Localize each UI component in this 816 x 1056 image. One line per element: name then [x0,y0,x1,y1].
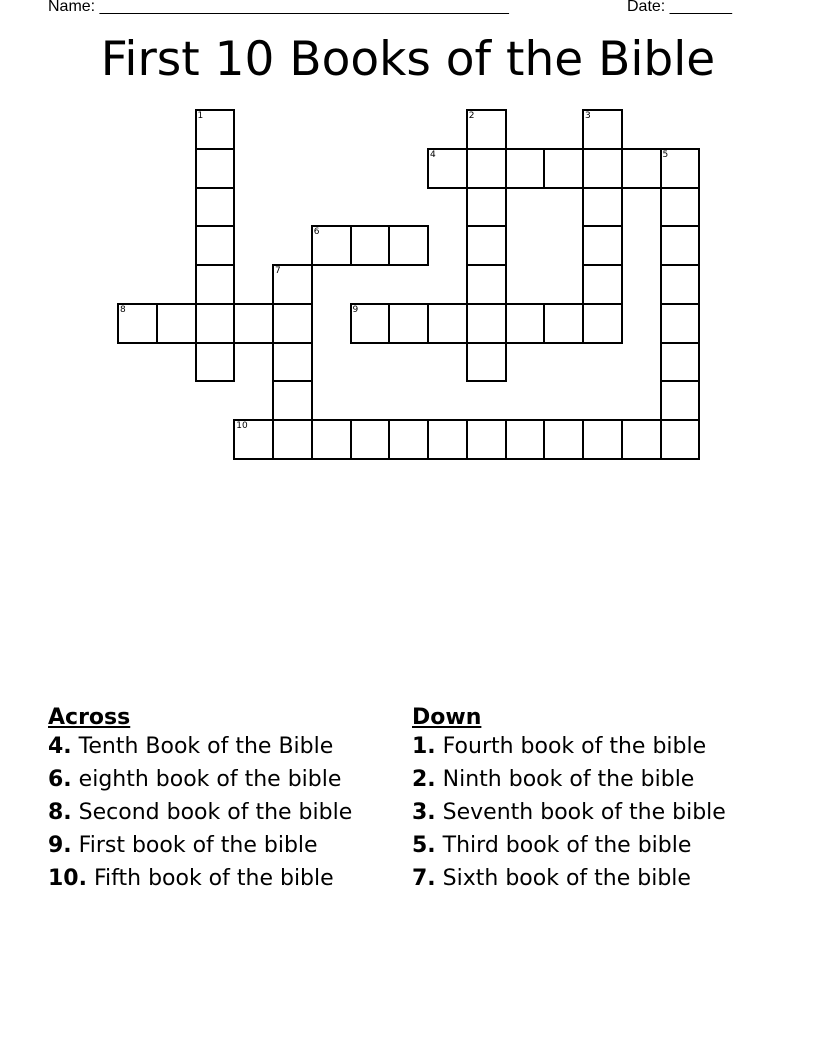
across-clue [48,799,393,826]
across-clue [48,766,393,793]
crossword-cell[interactable] [311,225,352,266]
crossword-cell[interactable] [195,264,236,305]
crossword-cell[interactable] [660,148,701,189]
crossword-cell[interactable] [195,109,236,150]
name-field-label: Name: ______________________________________________ [48,0,509,15]
down-clues [412,703,757,898]
crossword-cell[interactable] [660,419,701,460]
crossword-cell[interactable] [195,148,236,189]
clue-number: 7 [275,266,281,276]
date-field-label: Date: _______ [627,0,732,15]
crossword-grid [118,110,700,460]
across-clue [48,832,393,859]
crossword-cell[interactable] [543,303,584,344]
clue-text: Second book of the bible [71,800,353,825]
crossword-cell[interactable] [582,225,623,266]
down-clue [412,766,757,793]
crossword-cell[interactable] [272,264,313,305]
clue-text: Ninth book of the bible [435,767,695,792]
across-clues [48,703,393,898]
clue-number: 1. [412,734,436,759]
crossword-cell[interactable] [543,148,584,189]
crossword-cell[interactable] [466,264,507,305]
clue-number: 10. [48,866,87,891]
clue-number: 9. [48,833,72,858]
crossword-cell[interactable] [466,419,507,460]
crossword-cell[interactable] [117,303,158,344]
crossword-cell[interactable] [350,225,391,266]
clue-number: 4. [48,734,72,759]
crossword-cell[interactable] [582,419,623,460]
clue-number: 3. [412,800,436,825]
clue-text: Tenth Book of the Bible [71,734,334,759]
across-clue [48,865,393,892]
clue-text: Sixth book of the bible [435,866,691,891]
clue-number: 8. [48,800,72,825]
clue-number: 5. [412,833,436,858]
crossword-cell[interactable] [388,419,429,460]
crossword-cell[interactable] [466,342,507,383]
clue-text: eighth book of the bible [71,767,342,792]
crossword-cell[interactable] [505,419,546,460]
crossword-cell[interactable] [505,303,546,344]
clue-number: 8 [120,304,126,315]
crossword-cell[interactable] [621,419,662,460]
crossword-cell[interactable] [582,109,623,150]
crossword-cell[interactable] [272,303,313,344]
across-clue [48,733,393,760]
across-clue-list [48,733,393,892]
down-clue [412,733,757,760]
crossword-cell[interactable] [350,303,391,344]
clue-text: Fifth book of the bible [86,866,334,891]
clue-number: 2. [412,767,436,792]
crossword-cell[interactable] [660,187,701,228]
crossword-cell[interactable] [660,225,701,266]
crossword-cell[interactable] [233,303,274,344]
crossword-cell[interactable] [427,148,468,189]
crossword-cell[interactable] [660,342,701,383]
crossword-cell[interactable] [466,225,507,266]
crossword-cell[interactable] [311,419,352,460]
crossword-cell[interactable] [621,148,662,189]
page-title: First 10 Books of the Bible [100,32,716,87]
clue-number: 6. [48,767,72,792]
crossword-cell[interactable] [582,303,623,344]
crossword-cell[interactable] [660,380,701,421]
crossword-cell[interactable] [660,264,701,305]
clue-number: 5 [662,149,669,160]
crossword-cell[interactable] [195,187,236,228]
crossword-cell[interactable] [195,342,236,383]
crossword-cell[interactable] [195,225,236,266]
down-heading: Down [412,705,482,730]
crossword-cell[interactable] [350,419,391,460]
crossword-cell[interactable] [156,303,197,344]
crossword-cell[interactable] [660,303,701,344]
crossword-cell[interactable] [505,148,546,189]
clue-text: Seventh book of the bible [435,800,726,825]
crossword-cell[interactable] [427,419,468,460]
clue-number: 9 [352,304,359,315]
down-clue [412,799,757,826]
crossword-cell[interactable] [427,303,468,344]
clue-number: 1 [197,111,204,121]
clue-text: First book of the bible [71,833,318,858]
crossword-cell[interactable] [272,342,313,383]
crossword-cell[interactable] [388,225,429,266]
crossword-cell[interactable] [582,187,623,228]
down-clue [412,865,757,892]
clue-number: 4 [430,149,436,160]
clue-text: Third book of the bible [435,833,692,858]
crossword-cell[interactable] [466,109,507,150]
clue-number: 10 [236,421,248,431]
crossword-cell[interactable] [466,187,507,228]
clue-number: 2 [468,111,475,121]
clue-text: Fourth book of the bible [435,734,707,759]
clue-number: 3 [585,111,591,121]
crossword-cell[interactable] [272,419,313,460]
across-heading: Across [48,705,131,730]
crossword-cell[interactable] [466,303,507,344]
clue-number: 7. [412,866,436,891]
down-clue [412,832,757,859]
crossword-cell[interactable] [582,264,623,305]
crossword-cell[interactable] [195,303,236,344]
clue-number: 6 [313,227,320,238]
crossword-cell[interactable] [582,148,623,189]
crossword-cell[interactable] [543,419,584,460]
crossword-cell[interactable] [466,148,507,189]
crossword-cell[interactable] [272,380,313,421]
crossword-cell[interactable] [233,419,274,460]
down-clue-list [412,733,757,892]
crossword-cell[interactable] [388,303,429,344]
